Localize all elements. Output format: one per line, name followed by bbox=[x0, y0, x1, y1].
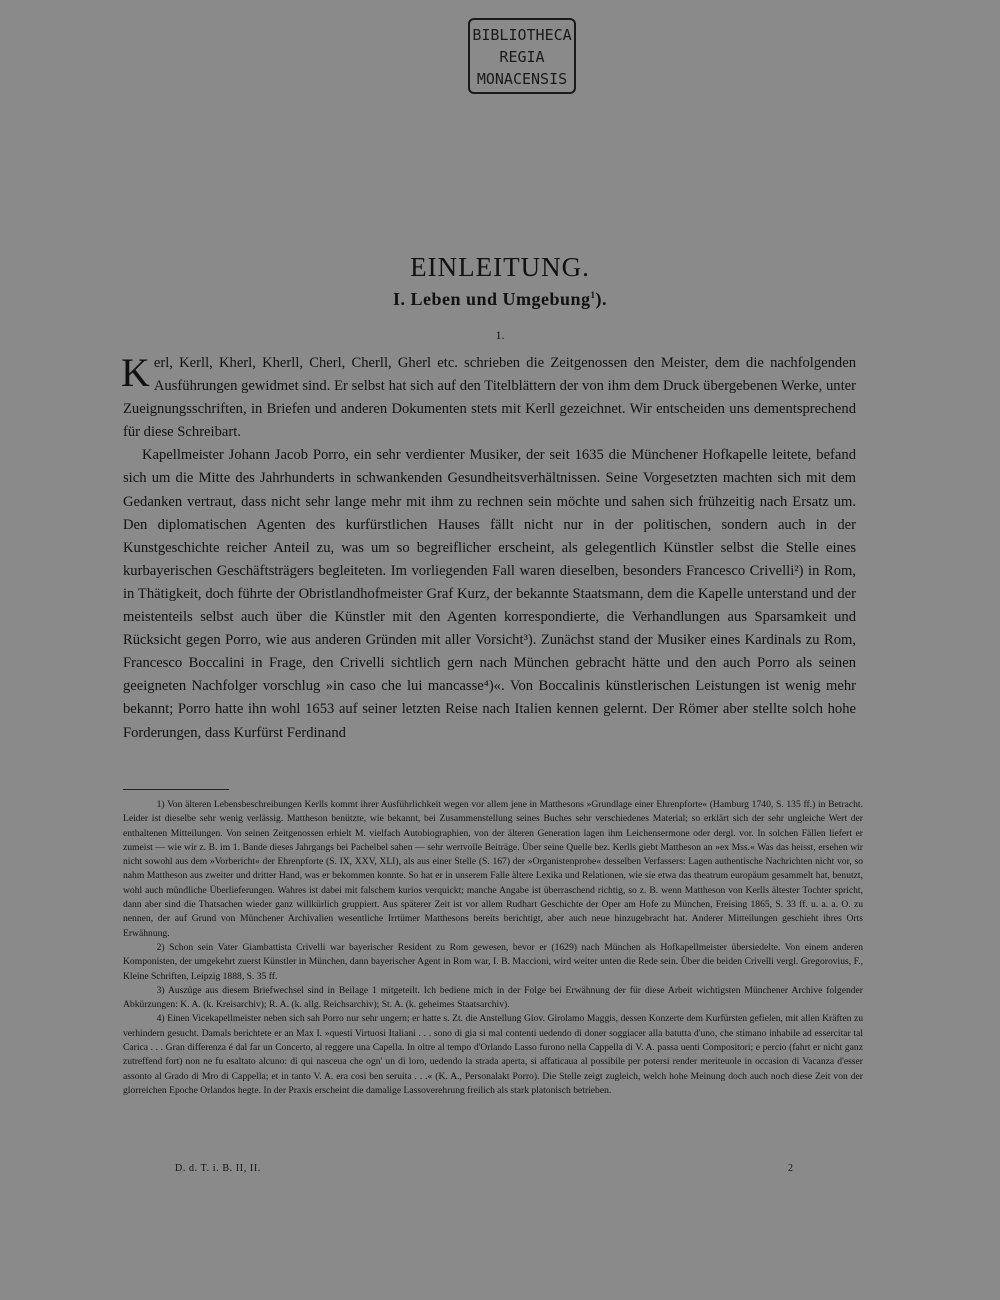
stamp-line: MONACENSIS bbox=[476, 70, 568, 88]
footnote: 1) Von älteren Lebensbeschreibungen Kerlls kommt ihrer Ausführlichkeit wegen vor allem jene in Matthesons »Grundlage einer Ehrenpforte« (Hamburg 1740, S. 135 ff.) in Betracht. Leider ist dieselbe sehr wenig verlässig. Mattheson benützte, wie bekannt, bei Zusammenstellung seines Buches sehr verschiedenes Material; so erklärt sich der sehr ungleiche Wert der enthaltenen Mitteilungen. Von seinen Zeitgenossen erhielt M. vielfach Autobiographien, von der älteren Generation lagen ihm Leichensermone oder dergl. vor. In solchen Fällen liefert er zumeist — wie wir z. B. im 1. Bande dieses Jahrgangs bei Pachelbel sahen — sehr wertvolle Beiträge. Über seine Quelle bez. Kerlls giebt Mattheson an »ex Mss.« Was das heisst, ersehen wir nicht sowohl aus dem »Vorbericht« der Ehrenpforte (S. IX, XXV, XLI), als aus einer Stelle (S. 167) der »Organistenprobe« desselben Verfassers: Lagen authentische Nachrichten nicht vor, so nahm Mattheson aus zweiter und dritter Hand, was er bekommen konnte. So hat er in unserem Falle ältere Lexika und Relationen, wie sie etwa das theatrum europäum gesammelt hat, benutzt, wohl auch mündliche Überlieferungen. Wahres ist dabei mit falschem kurios verquickt; manche Angabe ist überraschend richtig, so z. B. wenn Mattheson von Kerlls ältester Tochter spricht, dann aber sind die Thatsachen wieder ganz willkürlich gruppiert. Aus späterer Zeit ist vor allem Rudhart Geschichte der Oper am Hofe zu München, Freising 1865, S. 33 ff. u. a. a. O. zu nennen, der auf Grund von Münchener Archivalien wesentliche Irrtümer Matthesons bereits berichtigt, aber auch neue hinzugebracht hat. Anderer Mitteilungen geschieht ihres Orts Erwähnung. bbox=[123, 799, 863, 939]
subtitle-close: ). bbox=[595, 289, 608, 309]
footnote-ref: 1 bbox=[590, 290, 596, 300]
footnotes bbox=[123, 798, 863, 1098]
drop-cap: K bbox=[121, 350, 150, 395]
stamp-line: BIBLIOTHECA bbox=[472, 26, 572, 44]
library-stamp bbox=[468, 18, 576, 94]
footnote: 3) Auszüge aus diesem Briefwechsel sind in Beilage 1 mitgeteilt. Ich bediene mich in der Folge bei Erwähnung der für diese Arbeit wichtigsten Münchener Archive folgender Abkürzungen: K. A. (k. Kreisarchiv); R. A. (k. allg. Reichsarchiv); St. A. (k. geheimes Staatsarchiv). bbox=[123, 984, 863, 1011]
paragraph: Kapellmeister Johann Jacob Porro, ein sehr verdienter Musiker, der seit 1635 die Münchener Hofkapelle leitete, befand sich um die Mitte des Jahrhunderts in schwankenden Gesundheitsverhältnissen. Seine Vorgesetzten machten sich mit dem Gedanken vertraut, dass nicht sehr lange mehr mit ihm zu rechnen sein möchte und sahen sich frühzeitig nach Ersatz um. Den diplomatischen Agenten des kurfürstlichen Hauses fällt nicht nur in der politischen, sondern auch in der Kunstgeschichte reicher Anteil zu, was um so begreiflicher erscheint, als gelegentlich Künstler selbst die Stelle eines kurbayerischen Geschäftsträgers begleiteten. Im vorliegenden Fall waren dieselben, besonders Francesco Crivelli²) in Rom, in Thätigkeit, doch führte der Obristlandhofmeister Graf Kurz, der bekannte Staatsmann, dem die Kapelle unterstand und der meistenteils selbst auch über die Künstler mit den Agenten korrespondierte, die Verhandlungen aus Sparsamkeit und Rücksicht gegen Porro, wie aus anderen Gründen mit aller Vorsicht³). Zunächst stand der Musiker eines Kardinals zu Rom, Francesco Boccalini in Frage, den Crivelli sichtlich gern nach München gebracht hätte und den auch Porro als seinen geeigneten Nachfolger vorschlug »in caso che lui mancasse⁴)«. Von Boccalinis künstlerischen Leistungen ist wenig mehr bekannt; Porro hatte ihn wohl 1653 auf seiner letzten Reise nach Italien kennen gelernt. Der Römer aber stellte solch hohe Forderungen, dass Kurfürst Ferdinand bbox=[123, 447, 856, 741]
footnote: 4) Einen Vicekapellmeister neben sich sah Porro nur sehr ungern; er hatte s. Zt. die Anstellung Giov. Girolamo Maggis, dessen Konzerte dem Kurfürsten gefielen, mit allen Kräften zu verhindern gesucht. Damals berichtete er an Max I. »questi Virtuosi Italiani . . . sono di gia si mal contenti uedendo di doner soggiacer alla batutta d'uno, che stimano inhabile ad essercitar tal Carica . . . Gran differenza é dal far un Concerto, al reggere una Capella. In oltre al tempo d'Orlando Lasso furono nella Cappella di V. A. passa uenti Compositori; e percio (fahrt er nicht ganz zutreffend fort) non ne fu esaltato alcuno: di qui nasceua che ogn' un di loro, uedendo la strada aperta, si affaticaua al possibile per potersi render meriteuole in occasion di Vacanza d'esser assonto al Grado di Mro di Cappella; et in tanto V. A. era cosi ben seruita . . .« (K. A., Personalakt Porro). Die Stelle zeigt zugleich, welch hohe Meinung doch auch noch diese Zeit von der glorreichen Epoche Orlandos hegte. In der Praxis erscheint die damalige Lassoverehrung freilich als stark platonisch betrieben. bbox=[123, 1013, 863, 1096]
stamp-line: REGIA bbox=[499, 48, 545, 66]
main-text bbox=[123, 352, 856, 745]
paragraph bbox=[123, 352, 856, 444]
footnote: 2) Schon sein Vater Giambattista Crivelli war bayerischer Resident zu Rom gewesen, bevor er (1629) nach München als Hofkapellmeister übersiedelte. Von einem anderen Komponisten, der umgekehrt zuerst Künstler in München, dann bayerischer Agent in Rom war, I. B. Maccioni, wird weiter unten die Rede sein. Über die beiden Crivelli vergl. Gregorovius, F., Kleine Schriften, Leipzig 1888, S. 35 ff. bbox=[123, 941, 863, 982]
section-subtitle bbox=[0, 289, 1000, 310]
footnote-divider bbox=[123, 789, 229, 790]
subtitle-text: I. Leben und Umgebung bbox=[392, 289, 591, 309]
sheet-number: 2 bbox=[788, 1163, 793, 1174]
page-title: EINLEITUNG. bbox=[410, 252, 590, 282]
printer-signature: D. d. T. i. B. II, II. bbox=[175, 1163, 261, 1174]
section-number: 1. bbox=[495, 328, 505, 342]
paragraph-text: erl, Kerll, Kherl, Kherll, Cherl, Cherll, Gherl etc. schrieben die Zeitgenossen den Meister, dem die nachfolgenden Ausführungen gewidmet sind. Er selbst hat sich auf den Titelblättern der von ihm dem Druck übergebenen Werke, unter Zueignungsschriften, in Briefen und anderen Dokumenten stets mit Kerll gezeichnet. Wir entscheiden uns dementsprechend für diese Schreibart. bbox=[123, 355, 856, 441]
